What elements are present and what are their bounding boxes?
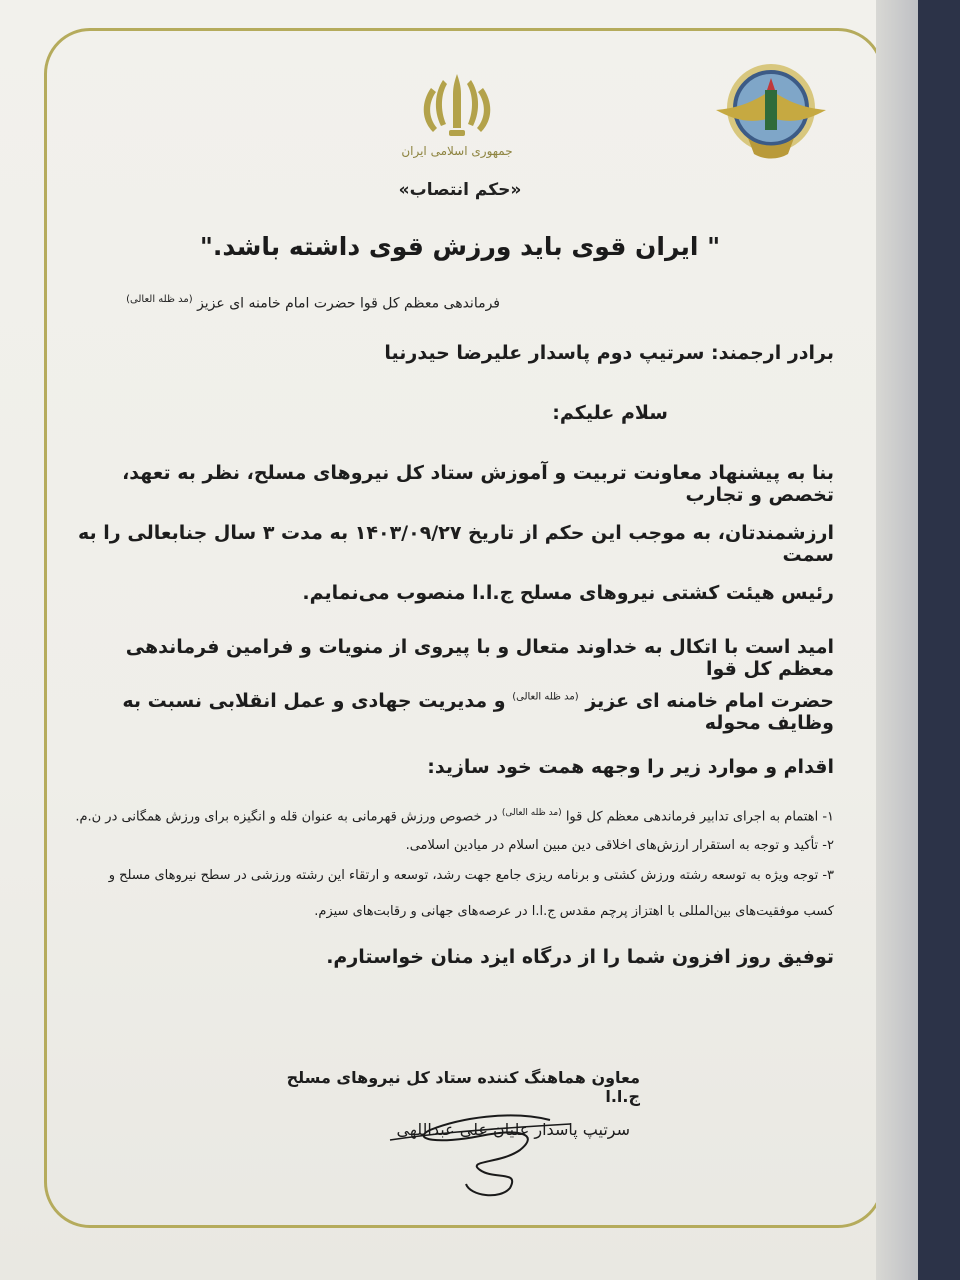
body-line-honorific: (مد ظله العالی) — [512, 691, 579, 703]
list-item-honorific: (مد ظله العالی) — [501, 808, 562, 818]
greeting-line: سلام علیکم: — [552, 402, 668, 424]
allah-emblem-icon — [415, 70, 499, 142]
list-item-start: ۱- اهتمام به اجرای تدابیر فرماندهی معظم کل قوا — [565, 809, 834, 825]
body-line — [74, 690, 834, 734]
closing-line: توفیق روز افزون شما را از درگاه ایزد منان خواستارم. — [326, 946, 834, 968]
leader-quote: " ایران قوی باید ورزش قوی داشته باشد." — [199, 232, 721, 261]
body-line: امید است با اتکال به خداوند متعال و با پیروی از منویات و فرامین فرماندهی معظم کل قوا — [125, 636, 834, 680]
quote-source-honorific: (مد ظله العالی) — [126, 294, 193, 305]
quote-source — [110, 294, 500, 312]
body-line: رئیس هیئت کشتی نیروهای مسلح ج.ا.ا منصوب می‌نمایم. — [302, 582, 834, 604]
iran-emblem — [392, 70, 522, 182]
list-item — [54, 808, 834, 824]
emblem-caption: جمهوری اسلامی ایران — [401, 144, 513, 158]
body-line-end: و مدیریت جهادی و عمل انقلابی نسبت به وظایف محوله — [122, 690, 834, 734]
armed-forces-emblem-icon — [708, 50, 834, 172]
handwritten-signature — [370, 1100, 590, 1210]
addressee-line: برادر ارجمند: سرتیپ دوم پاسدار علیرضا حیدرنیا — [384, 342, 834, 364]
signatory-name: سرتیپ پاسدار علیان علی عبداللهی — [396, 1120, 630, 1139]
list-item-end: در خصوص ورزش قهرمانی به عنوان قله و انگیزه برای ورزش همگانی در ن.م. — [75, 809, 498, 825]
signatory-title: معاون هماهنگ کننده ستاد کل نیروهای مسلح ج.ا.ا — [286, 1068, 640, 1106]
body-line-start: حضرت امام خامنه ای عزیز — [585, 690, 834, 712]
quote-source-text: فرماندهی معظم کل قوا حضرت امام خامنه ای عزیز — [197, 295, 500, 312]
list-item: ۲- تأکید و توجه به استقرار ارزش‌های اخلاقی دین مبین اسلام در میادین اسلامی. — [405, 838, 834, 853]
list-item: ۳- توجه ویژه به توسعه رشته ورزش کشتی و برنامه ریزی جامع جهت رشد، توسعه و ارتقاء این رشته ورزشی در سطح نیروهای مسلح و — [108, 868, 834, 883]
body-line: ارزشمندتان، به موجب این حکم از تاریخ ۱۴۰۳/۰۹/۲۷ به مدت ۳ سال جنابعالی را به سمت — [78, 522, 834, 566]
document-type-title: «حکم انتصاب» — [398, 180, 522, 200]
page-edge-shadow — [876, 0, 918, 1280]
list-item: کسب موفقیت‌های بین‌المللی با اهتزاز پرچم مقدس ج.ا.ا در عرصه‌های جهانی و رقابت‌های سیزم. — [314, 904, 834, 919]
body-line: اقدام و موارد زیر را وجهه همت خود سازید: — [427, 756, 834, 778]
body-line: بنا به پیشنهاد معاونت تربیت و آموزش ستاد کل نیروهای مسلح، نظر به تعهد، تخصص و تجارب — [122, 462, 834, 506]
gold-border-frame — [44, 28, 884, 1228]
